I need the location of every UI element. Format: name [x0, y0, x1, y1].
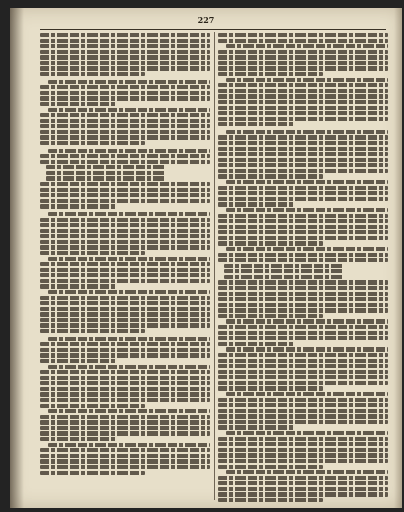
text-line: [40, 44, 210, 48]
text-line: [226, 78, 388, 82]
text-line: [218, 280, 388, 284]
text-line: [218, 258, 388, 262]
text-line: [218, 219, 388, 223]
text-line: [218, 286, 388, 290]
text-line: [40, 182, 210, 186]
text-line: [40, 353, 210, 357]
text-line: [218, 236, 388, 240]
text-line: [218, 476, 388, 480]
text-line: [218, 292, 388, 296]
text-line: [40, 420, 210, 424]
text-line: [218, 33, 388, 37]
text-line: [40, 323, 210, 327]
text-line: [40, 188, 210, 192]
text-line: [40, 240, 210, 244]
text-line: [218, 297, 388, 301]
text-line: [40, 268, 210, 272]
text-line: [40, 459, 210, 463]
text-line: [218, 403, 388, 407]
text-line: [40, 135, 210, 139]
text-line: [218, 141, 388, 145]
text-line: [218, 214, 388, 218]
text-line: [218, 303, 388, 307]
text-line: [218, 72, 323, 76]
text-line: [226, 180, 388, 184]
text-line: [48, 212, 210, 216]
text-line: [218, 122, 295, 126]
text-line: [218, 331, 388, 335]
text-line: [48, 149, 210, 153]
text-line: [218, 420, 388, 424]
text-line: [226, 347, 388, 351]
text-line: [218, 465, 323, 469]
text-line: [48, 80, 210, 84]
text-line: [218, 370, 388, 374]
text-line: [218, 342, 295, 346]
book-page: [10, 8, 402, 508]
text-line: [218, 359, 388, 363]
text-line: [40, 245, 210, 249]
text-line: [40, 262, 210, 266]
text-line: [218, 241, 323, 245]
text-line: [40, 307, 210, 311]
text-line: [224, 264, 343, 268]
text-line: [218, 492, 388, 496]
text-line: [40, 50, 210, 54]
text-line: [226, 392, 388, 396]
text-line: [218, 83, 388, 87]
text-line: [218, 50, 388, 54]
text-line: [218, 381, 388, 385]
text-line: [40, 348, 210, 352]
text-line: [48, 409, 210, 413]
text-line: [40, 96, 210, 100]
text-line: [218, 117, 388, 121]
text-line: [218, 197, 388, 201]
text-line: [40, 359, 117, 363]
text-line: [40, 251, 145, 255]
text-line: [40, 160, 210, 164]
text-line: [226, 208, 388, 212]
text-line: [40, 39, 210, 43]
text-line: [40, 342, 210, 346]
text-line: [48, 337, 210, 341]
text-line: [218, 89, 388, 93]
text-line: [224, 275, 343, 279]
text-line: [218, 481, 388, 485]
text-line: [40, 329, 145, 333]
text-line: [40, 454, 210, 458]
text-line: [40, 66, 210, 70]
text-line: [218, 66, 388, 70]
text-line: [218, 398, 388, 402]
binding-shadow: [10, 8, 24, 508]
text-line: [40, 199, 210, 203]
text-line: [218, 100, 388, 104]
text-line: [218, 487, 388, 491]
text-line: [218, 55, 388, 59]
text-line: [40, 229, 210, 233]
text-line: [40, 426, 210, 430]
text-line: [40, 85, 210, 89]
text-line: [218, 61, 388, 65]
text-line: [46, 165, 165, 169]
text-line: [40, 141, 145, 145]
header-rule: [40, 29, 386, 30]
text-line: [40, 387, 210, 391]
text-line: [40, 415, 210, 419]
text-line: [226, 319, 388, 323]
text-line: [218, 364, 388, 368]
text-line: [40, 33, 210, 37]
text-line: [40, 301, 210, 305]
text-line: [40, 471, 145, 475]
text-line: [40, 437, 117, 441]
text-line: [218, 414, 388, 418]
text-line: [40, 318, 210, 322]
page-edge-shade: [394, 8, 402, 508]
text-line: [226, 470, 388, 474]
text-line: [40, 193, 210, 197]
text-line: [218, 409, 388, 413]
text-line: [40, 392, 210, 396]
text-line: [218, 174, 323, 178]
text-line: [226, 247, 388, 251]
text-line: [40, 218, 210, 222]
text-line: [218, 437, 388, 441]
column-divider: [214, 32, 215, 500]
text-line: [40, 465, 210, 469]
text-line: [40, 113, 210, 117]
text-line: [218, 186, 388, 190]
text-line: [48, 290, 210, 294]
text-line: [218, 225, 388, 229]
text-line: [226, 130, 388, 134]
text-line: [46, 176, 165, 180]
text-line: [48, 257, 210, 261]
text-line: [40, 296, 210, 300]
text-line: [218, 191, 388, 195]
text-line: [218, 135, 388, 139]
text-line: [218, 375, 388, 379]
page-number: 227: [197, 15, 215, 25]
text-line: [40, 370, 210, 374]
text-line: [218, 147, 388, 151]
text-line: [40, 72, 145, 76]
text-line: [218, 111, 388, 115]
text-line: [218, 336, 388, 340]
text-line: [218, 94, 388, 98]
text-line: [40, 130, 210, 134]
text-line: [218, 442, 388, 446]
text-line: [218, 448, 388, 452]
text-line: [218, 169, 388, 173]
text-line: [218, 425, 295, 429]
text-line: [46, 171, 165, 175]
text-line: [218, 453, 388, 457]
text-line: [218, 230, 388, 234]
text-line: [40, 154, 210, 158]
text-line: [218, 163, 388, 167]
text-line: [40, 404, 145, 408]
text-line: [224, 269, 343, 273]
text-line: [218, 353, 388, 357]
text-line: [40, 223, 210, 227]
text-line: [218, 386, 323, 390]
text-line: [218, 39, 388, 43]
text-line: [218, 308, 388, 312]
text-line: [40, 381, 210, 385]
text-line: [40, 273, 210, 277]
right-text-column: [218, 33, 388, 504]
text-line: [40, 448, 210, 452]
text-line: [218, 158, 388, 162]
text-line: [218, 325, 388, 329]
text-line: [48, 365, 210, 369]
text-line: [218, 202, 295, 206]
text-line: [40, 376, 210, 380]
text-line: [226, 431, 388, 435]
text-line: [218, 106, 388, 110]
left-text-column: [40, 33, 210, 476]
text-line: [40, 312, 210, 316]
text-line: [40, 204, 117, 208]
text-line: [218, 314, 323, 318]
text-line: [40, 119, 210, 123]
text-line: [218, 152, 388, 156]
text-line: [218, 498, 323, 502]
text-line: [40, 91, 210, 95]
text-line: [40, 284, 117, 288]
text-line: [48, 108, 210, 112]
text-line: [40, 234, 210, 238]
text-line: [40, 124, 210, 128]
text-line: [40, 61, 210, 65]
text-line: [218, 253, 388, 257]
text-line: [48, 443, 210, 447]
text-line: [40, 102, 117, 106]
text-line: [226, 44, 388, 48]
text-line: [40, 279, 210, 283]
text-line: [218, 459, 388, 463]
text-line: [40, 55, 210, 59]
text-line: [40, 431, 210, 435]
text-line: [40, 398, 210, 402]
